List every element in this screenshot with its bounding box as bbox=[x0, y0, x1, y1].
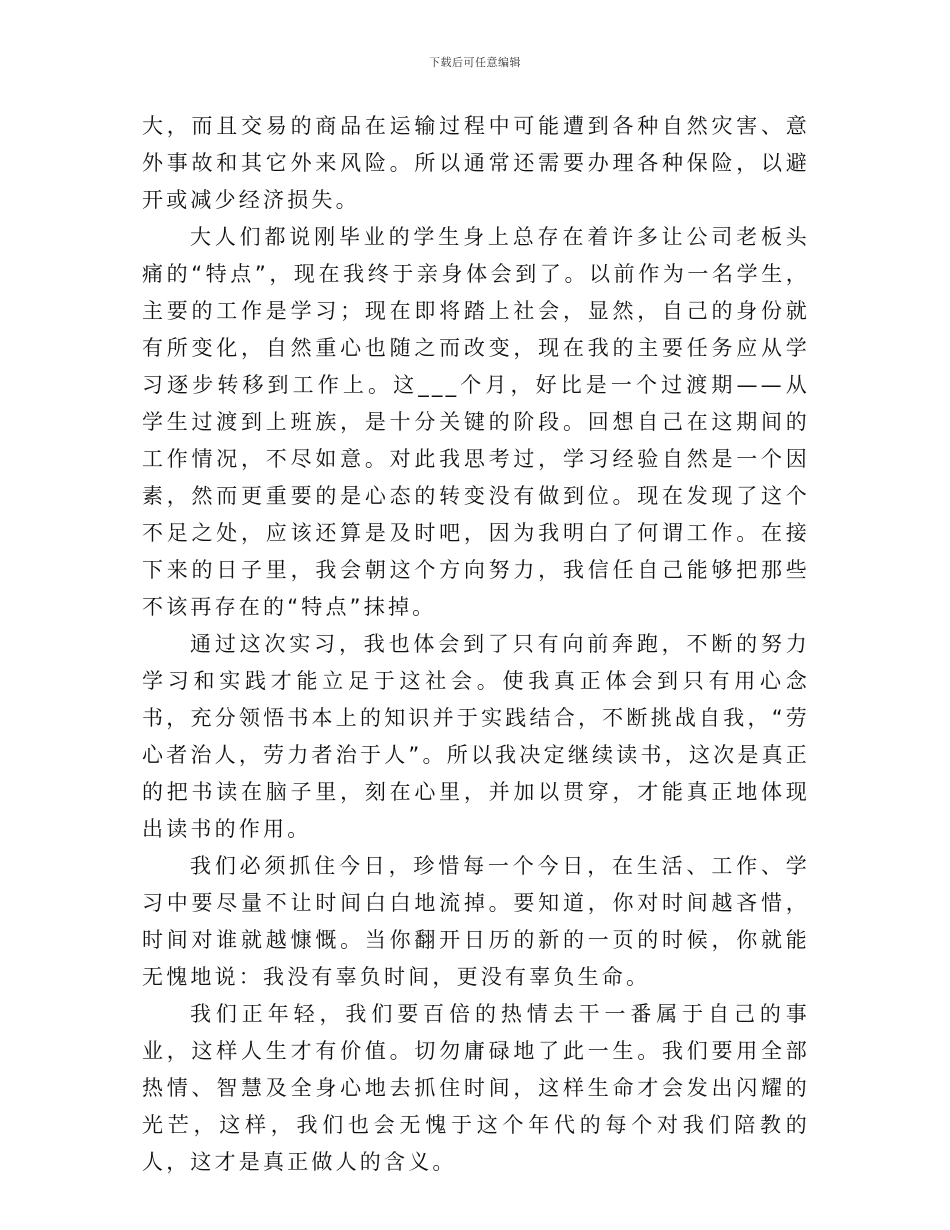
paragraph-3: 通过这次实习，我也体会到了只有向前奔跑，不断的努力学习和实践才能立足于这社会。使我真正体会到只有用心念书，充分领悟书本上的知识并于实践结合，不断挑战自我，“劳心者治人，劳力者治于人”。所以我决定继续读书，这次是真正的把书读在脑子里，刻在心里，并加以贯穿，才能真正地体现出读书的作用。 bbox=[142, 632, 810, 841]
paragraph-2: 大人们都说刚毕业的学生身上总存在着许多让公司老板头痛的“特点”，现在我终于亲身体会到了。以前作为一名学生，主要的工作是学习；现在即将踏上社会，显然，自己的身份就有所变化，自然重心也随之而改变，现在我的主要任务应从学习逐步转移到工作上。这___个月，好比是一个过渡期——从学生过渡到上班族，是十分关键的阶段。回想自己在这期间的工作情况，不尽如意。对此我思考过，学习经验自然是一个因素，然而更重要的是心态的转变没有做到位。现在发现了这个不足之处，应该还算是及时吧，因为我明白了何谓工作。在接下来的日子里，我会朝这个方向努力，我信任自己能够把那些不该再存在的“特点”抹掉。 bbox=[142, 225, 810, 619]
document-body bbox=[142, 108, 810, 1181]
page-header-note: 下载后可任意编辑 bbox=[429, 56, 521, 69]
paragraph-1: 大，而且交易的商品在运输过程中可能遭到各种自然灾害、意外事故和其它外来风险。所以通常还需要办理各种保险，以避开或减少经济损失。 bbox=[142, 114, 810, 212]
paragraph-4: 我们必须抓住今日，珍惜每一个今日，在生活、工作、学习中要尽量不让时间白白地流掉。要知道，你对时间越吝惜，时间对谁就越慷慨。当你翻开日历的新的一页的时候，你就能无愧地说：我没有辜负时间，更没有辜负生命。 bbox=[142, 854, 810, 989]
paragraph-5: 我们正年轻，我们要百倍的热情去干一番属于自己的事业，这样人生才有价值。切勿庸碌地了此一生。我们要用全部热情、智慧及全身心地去抓住时间，这样生命才会发出闪耀的光芒，这样，我们也会无愧于这个年代的每个对我们陪教的人，这才是真正做人的含义。 bbox=[142, 1002, 810, 1174]
